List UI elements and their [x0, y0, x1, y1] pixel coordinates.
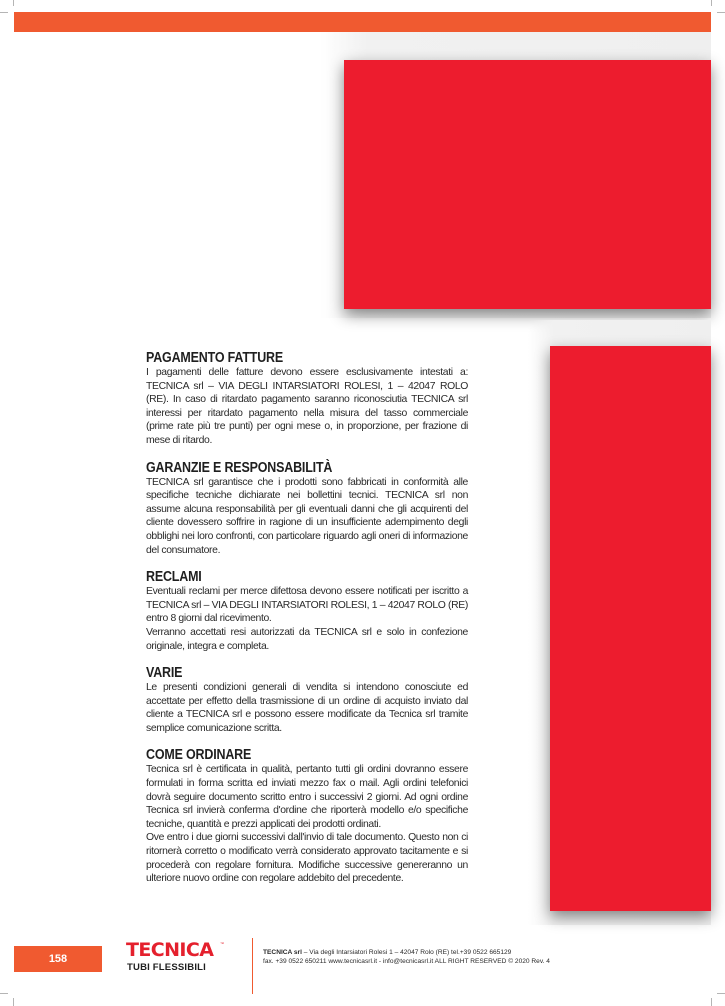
terms-content: [146, 350, 468, 898]
footer-divider: [252, 938, 253, 994]
section-come-ordinare: [146, 747, 468, 885]
section-heading: PAGAMENTO FATTURE: [146, 350, 284, 366]
crop-mark: [711, 998, 712, 1006]
footer-contact: [263, 948, 703, 966]
section-paragraph: Eventuali reclami per merce difettosa devono essere notificati per iscritto a TECNICA srl – VIA DEGLI INTARSIATORI ROLESI, 1 – 42047 ROLO (RE) entro 8 giorni dal ricevimento.: [146, 586, 468, 625]
crop-mark: [0, 12, 8, 13]
section-heading: GARANZIE E RESPONSABILITÀ: [146, 459, 333, 476]
section-paragraph: TECNICA srl garantisce che i prodotti sono fabbricati in conformità alle specifiche tecniche dichiarate nei bollettini tecnici. TECNICA srl non assume alcuna responsabilità per gli eventuali danni che gli acquirenti del cliente dovessero soffrire in ragione di un insufficiente adempimento degli obblighi nei loro confronti, con particolare riguardo agli oneri di informazione del consumatore.: [146, 476, 468, 556]
section-paragraph: Ove entro i due giorni successivi dall'invio di tale documento. Questo non ci ritornerà corretto o modificato verrà considerato approvato tacitamente e si procederà con regolare fornitura. Modifiche successive genereranno un ulteriore nuovo ordine con regolare addebito del precedente.: [146, 832, 468, 885]
logo-wordmark: TECNICA: [126, 939, 214, 961]
section-heading: COME ORDINARE: [146, 747, 252, 764]
section-varie: [146, 665, 468, 735]
crop-mark: [711, 0, 712, 6]
section-garanzie: [146, 460, 468, 558]
header-accent-band: [14, 12, 711, 32]
decorative-panel-bottom: [528, 320, 711, 925]
crop-mark: [13, 0, 14, 6]
footer-line-1: [263, 948, 703, 957]
page-number: 158: [14, 946, 102, 972]
section-pagamento-fatture: [146, 350, 468, 448]
section-paragraph: Tecnica srl è certificata in qualità, pertanto tutti gli ordini dovranno essere formulati in forma scritta ed inviati mezzo fax o mail. Agli ordini telefonici dovrà seguire documento scritto entro i successivi 2 giorni. Ad ogni ordine Tecnica srl invierà conferma d'ordine che riporterà modello e/o specifiche tecniche, quantità e prezzi applicati dei prodotti ordinati.: [146, 764, 468, 830]
footer-address: – Via degli Intarsiatori Rolesi 1 – 42047 Rolo (RE) tel.+39 0522 665129: [301, 949, 512, 956]
red-block-top: [344, 60, 711, 309]
section-paragraph: Verranno accettati resi autorizzati da TECNICA srl e solo in confezione originale, integra e completa.: [146, 626, 468, 652]
section-heading: RECLAMI: [146, 569, 202, 586]
section-paragraph: I pagamenti delle fatture devono essere esclusivamente intestati a: TECNICA srl – VIA DEGLI INTARSIATORI ROLESI, 1 – 42047 ROLO (RE). In caso di ritardato pagamento saranno riconosciutia TECNICA srl interessi per ritardato pagamento nella misura del tasso commerciale (prime rate più tre punti) per ogni mese o, in proporzione, per frazione di mese di ritardo.: [146, 367, 468, 446]
logo-subtitle: TUBI FLESSIBILI: [127, 962, 206, 973]
decorative-panel-top: [320, 32, 711, 318]
section-reclami: [146, 569, 468, 653]
crop-mark: [717, 993, 725, 994]
crop-mark: [717, 12, 725, 13]
crop-mark: [13, 998, 14, 1006]
footer-line-2: fax. +39 0522 650211 www.tecnicasrl.it - info@tecnicasrl.it ALL RIGHT RESERVED © 2020 Rev. 4: [263, 958, 550, 965]
logo-trademark: ™: [220, 941, 224, 946]
section-paragraph: Le presenti condizioni generali di vendita si intendono conosciute ed accettate per effetto della trasmissione di un ordine di acquisto inviato dal cliente a TECNICA srl e possono essere modificate da Tecnica srl tramite semplice comunicazione scritta.: [146, 682, 468, 734]
red-block-bottom: [550, 346, 711, 911]
crop-mark: [0, 993, 8, 994]
footer-company: TECNICA srl: [263, 949, 302, 956]
tecnica-logo: [126, 940, 226, 976]
section-heading: VARIE: [146, 665, 183, 682]
